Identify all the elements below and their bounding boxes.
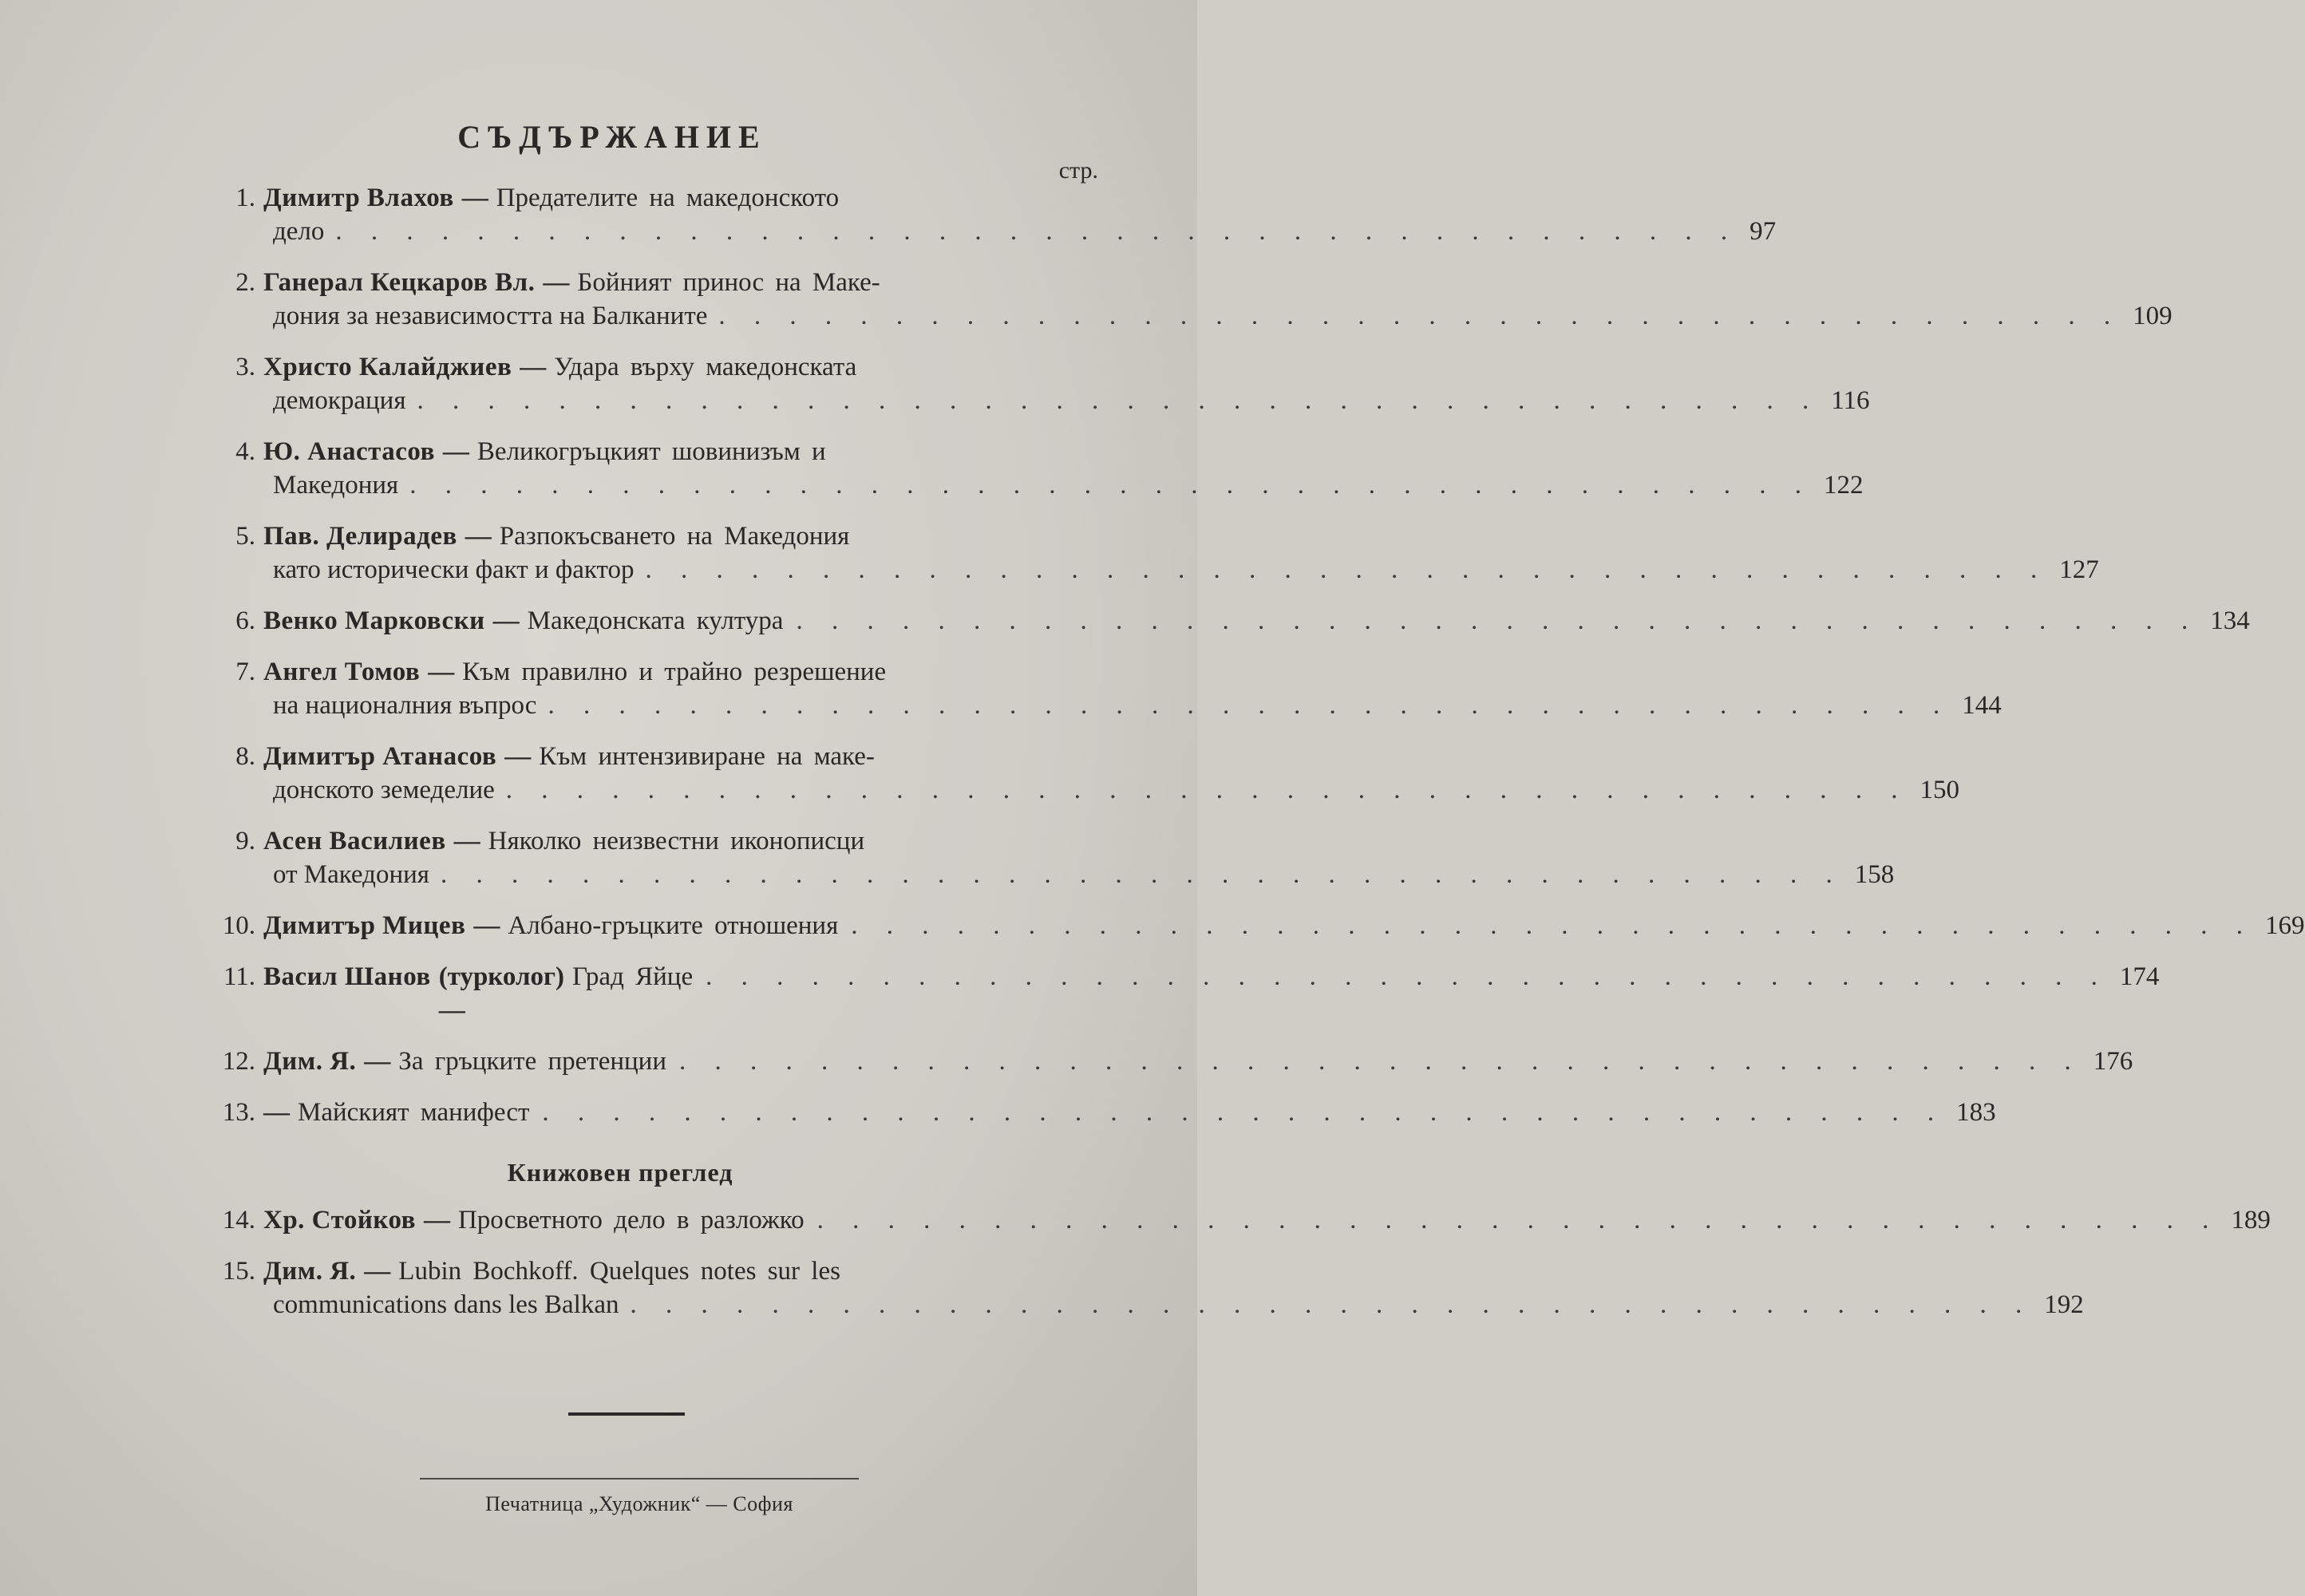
leader-dots: . . . . . . . . . . . . . . . . . . . . . . . . . . . . . . . . . . . . . . . . [409,471,1813,500]
toc-entry [206,435,1864,502]
entry-author: Дим. Я. [263,1047,357,1076]
entry-number: 1. [235,184,255,212]
entry-page-number: 127 [2059,555,2099,584]
entry-title-line-1: Към правилно и трайно резрешение [462,658,887,686]
entry-title-line-2: като исторически факт и фактор [273,555,635,584]
leader-dots: . . . . . . . . . . . . . . . . . . . . . . . . . . . . . . . . . . . . . . . . [548,691,1951,720]
entry-title-line-1: Град Яйце [571,962,694,991]
entry-author: Васил Шанов [263,962,431,991]
entry-line-1 [206,1096,1996,1129]
entry-number: 14. [222,1206,255,1235]
entry-page-number: 183 [1956,1098,1996,1127]
entry-separator: — [461,184,488,212]
entry-line-1 [206,824,1098,858]
entry-number: 4. [235,437,255,466]
entry-line-1 [206,350,1098,384]
entry-line-1 [206,1254,1098,1288]
leader-dots: . . . . . . . . . . . . . . . . . . . . . . . . . . . . . . . . . . . . . . . . [645,555,2049,584]
entry-number: 5. [235,522,255,551]
page-title: СЪДЪРЖАНИЕ [457,119,767,155]
entry-title-line-1: Удара върху македонската [554,353,857,381]
review-entries-list [206,1203,2271,1321]
toc-entry [206,909,2305,942]
entry-separator: — [428,658,455,686]
entry-title-line-2: дело [273,217,325,246]
entry-line-1 [206,1045,2133,1078]
entry-page-number: 158 [1854,860,1895,889]
entry-page-number: 109 [2133,302,2173,330]
entry-number: 3. [235,353,255,381]
leader-dots: . . . . . . . . . . . . . . . . . . . . . . . . . . . . . . . . . . . . . . . . [679,1047,2082,1076]
entry-line-1 [206,655,1098,689]
toc-entry [206,266,2173,333]
entry-separator: — [473,911,500,940]
entry-author: Асен Василиев [263,827,446,855]
entry-separator: — [465,522,492,551]
entry-author: Христо Калайджиев [263,353,512,381]
toc-entry [206,960,2160,1027]
entry-title-line-1: Македонската култура [527,606,784,635]
entry-title-line-1: Предателите на македонското [496,184,840,212]
toc-entry [206,519,2099,587]
entry-line-2 [206,384,1870,417]
entry-separator: — [520,353,547,381]
entry-title-line-2: communications dans les Balkan [273,1290,619,1319]
toc-entry [206,1096,1996,1129]
leader-dots: . . . . . . . . . . . . . . . . . . . . . . . . . . . . . . . . . . . . . . . . [796,606,2200,635]
toc-entry [206,350,1870,417]
entry-separator: — [442,437,469,466]
entry-title-line-1: Няколко неизвестни иконописци [488,827,865,855]
entry-author: Ю. Анастасов [263,437,435,466]
entry-number: 12. [222,1047,255,1076]
entry-number: 15. [222,1257,255,1286]
toc-entry [206,740,1959,807]
entry-line-1 [206,604,2250,638]
leader-dots: . . . . . . . . . . . . . . . . . . . . . . . . . . . . . . . . . . . . . . . . [851,911,2255,940]
entry-separator: — [543,268,570,297]
leader-dots: . . . . . . . . . . . . . . . . . . . . . . . . . . . . . . . . . . . . . . . . [335,217,1739,246]
toc-entry [206,1045,2133,1078]
entry-author: Димитър Атанасов [263,742,497,771]
entry-page-number: 116 [1831,386,1870,415]
entry-page-number: 150 [1920,776,1959,804]
entry-line-1 [206,435,1098,468]
leader-dots: . . . . . . . . . . . . . . . . . . . . . . . . . . . . . . . . . . . . . . . . [440,860,1844,889]
entry-number: 2. [235,268,255,297]
entries-list [206,181,2305,1129]
toc-entry [206,1203,2271,1237]
entry-line-1 [206,740,1098,773]
closing-rule [568,1412,685,1416]
page-column-label: стр. [1058,157,1098,184]
entry-line-2 [206,468,1864,502]
entry-author: Дим. Я. [263,1257,357,1286]
entry-title-line-2: дония за независимостта на Балканите [273,302,708,330]
entry-author: Димитър Мицев [263,911,466,940]
leader-dots: . . . . . . . . . . . . . . . . . . . . . . . . . . . . . . . . . . . . . . . . [718,302,2122,330]
entry-title-line-2: на националния въпрос [273,691,537,720]
entry-page-number: 189 [2231,1206,2271,1235]
entry-author: Венко Марковски [263,606,485,635]
printer-imprint: Печатница „Художник“ — София [485,1492,793,1515]
entry-page-number: 174 [2119,962,2160,991]
entry-line-1 [206,1203,2271,1237]
leader-dots: . . . . . . . . . . . . . . . . . . . . . . . . . . . . . . . . . . . . . . . . [630,1290,2034,1319]
leader-dots: . . . . . . . . . . . . . . . . . . . . . . . . . . . . . . . . . . . . . . . . [417,386,1821,415]
entry-line-2 [206,689,2002,722]
entry-title-line-2: демокрация [273,386,406,415]
leader-dots: . . . . . . . . . . . . . . . . . . . . . . . . . . . . . . . . . . . . . . . . [706,962,2109,991]
entry-page-number: 169 [2265,911,2305,940]
entry-separator: — [364,1257,391,1286]
entry-separator: — [423,1206,450,1235]
entry-page-number: 134 [2210,606,2250,635]
entry-line-2 [206,299,2173,333]
leader-dots: . . . . . . . . . . . . . . . . . . . . . . . . . . . . . . . . . . . . . . . . [505,776,1909,804]
toc-entry [206,181,1777,248]
table-of-contents [206,104,2305,1339]
entry-line-2 [206,215,1777,248]
entry-author: Пав. Делирадев [263,522,457,551]
toc-entry [206,824,1895,891]
entry-line-1 [206,909,2305,942]
entry-number: 9. [235,827,255,855]
entry-title-line-1: Lubin Bochkoff. Quelques notes sur les [398,1257,840,1286]
entry-author: Димитр Влахов [263,184,454,212]
entry-title-line-1: Майският манифест [298,1098,530,1127]
entry-title-line-1: Албано-гръцките отношения [508,911,839,940]
entry-line-2 [206,858,1895,891]
entry-page-number: 122 [1823,471,1864,500]
entry-line-1 [206,266,1098,299]
entry-title-line-2: Македония [273,471,399,500]
entry-line-2 [206,1288,2084,1321]
entry-title-line-2: от Македония [273,860,429,889]
entry-number: 7. [235,658,255,686]
entry-title-line-1: Просветното дело в разложко [457,1206,805,1235]
entry-page-number: 97 [1750,217,1777,246]
entry-separator: — [453,827,480,855]
toc-entry [206,655,2002,722]
entry-number: 10. [222,911,255,940]
entry-line-1 [206,181,1098,215]
entry-title-line-1: Към интензивиране на маке- [539,742,875,771]
entry-line-2 [206,773,1959,807]
entry-number: 8. [235,742,255,771]
entry-line-1 [206,960,2160,1027]
entry-separator: — [504,742,532,771]
leader-dots: . . . . . . . . . . . . . . . . . . . . . . . . . . . . . . . . . . . . . . . . [542,1098,1946,1127]
entry-title-line-1: Разпокъсването на Македония [499,522,850,551]
entry-number: 11. [223,962,255,991]
toc-entry [206,1254,2084,1321]
entry-separator: — [263,1098,290,1127]
entry-title-line-1: Бойният принос на Маке- [577,268,880,297]
entry-page-number: 144 [1962,691,2002,720]
entry-separator: (турколог) — [438,962,564,1025]
entry-author: Ганерал Кецкаров Вл. [263,268,536,297]
entry-number: 13. [222,1098,255,1127]
entry-title-line-1: Великогръцкият шовинизъм и [476,437,826,466]
printer-rule [420,1478,859,1479]
entry-author: Хр. Стойков [263,1206,416,1235]
entry-page-number: 176 [2093,1047,2133,1076]
entry-page-number: 192 [2044,1290,2084,1319]
entry-title-line-1: За гръцките претенции [398,1047,666,1076]
entry-number: 6. [235,606,255,635]
entry-line-2 [206,553,2099,587]
entry-line-1 [206,519,1098,553]
leader-dots: . . . . . . . . . . . . . . . . . . . . . . . . . . . . . . . . . . . . . . . . [816,1206,2220,1235]
entry-separator: — [364,1047,391,1076]
entry-separator: — [492,606,520,635]
section-title: Книжовен преглед [507,1158,733,1187]
entry-author: Ангел Томов [263,658,421,686]
entry-title-line-2: донското земеделие [273,776,495,804]
toc-entry [206,604,2250,638]
